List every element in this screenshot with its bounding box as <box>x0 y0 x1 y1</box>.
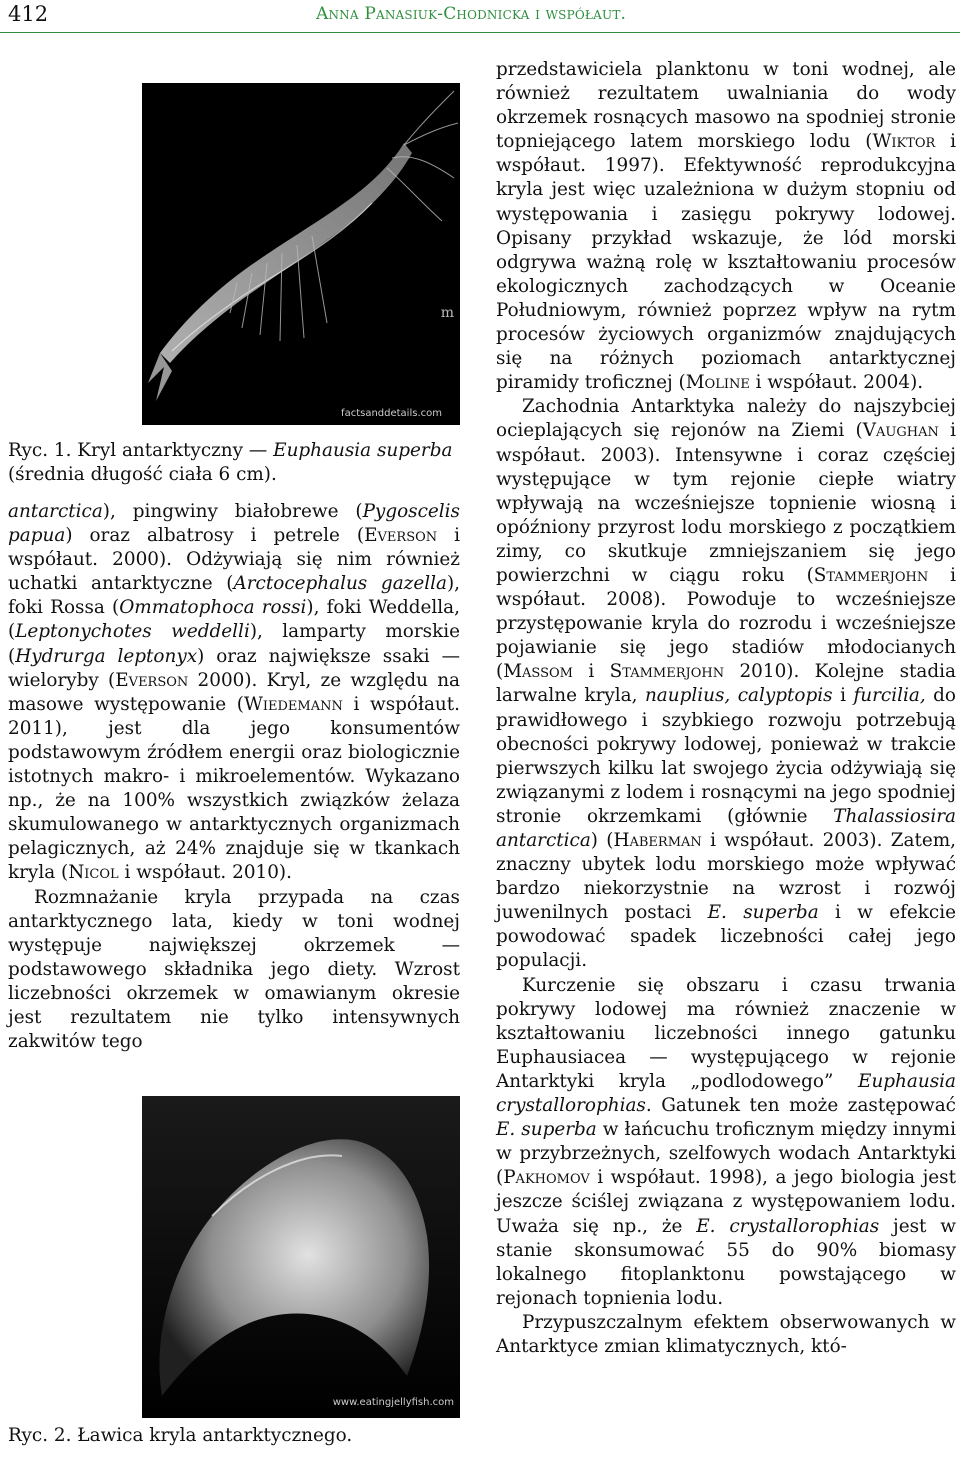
left-paragraph-2: Rozmnażanie kryla przypada na czas antarktycznego lata, kiedy w toni wodnej występuje największej okrzemek — podstawowego składnika jego diety. Wzrost liczebności okrzemek w omawianym okresie jest rezultatem nie tylko intensywnych zakwitów tego <box>8 886 460 1053</box>
text-run: . Gatunek ten może zastępować <box>645 1095 956 1117</box>
header-rule <box>0 32 960 33</box>
text-run: ), pingwiny białobrewe ( <box>102 501 363 522</box>
text-run: i współaut. 1998), a jego biologia jest jeszcze ściślej związana z występowaniem lodu. Uważa się np., że <box>496 1167 956 1237</box>
text-run: jest w stanie skonsumować 55 do 90% biomasy lokalnego fitoplanktonu powstającego w rejonach topnienia lodu. <box>496 1215 956 1309</box>
species-name: antarctica <box>8 501 103 522</box>
page-number: 412 <box>8 2 49 26</box>
species-name: Pygoscelis papua <box>8 501 460 547</box>
citation-author: Moline <box>685 372 750 394</box>
species-name: Euphausia crystallorophias <box>496 1070 956 1117</box>
stage-name: nauplius, calyptopis <box>644 685 833 707</box>
caption-1-prefix: Ryc. 1. Kryl antarktyczny — <box>8 440 274 461</box>
left-column <box>8 500 460 1054</box>
text-run: 2010). Kolejne stadia larwalne kryla, <box>496 661 956 707</box>
text-run: ), foki Rossa ( <box>8 573 460 619</box>
text-run: ) oraz albatrosy i petrele ( <box>65 525 365 547</box>
text-run: ), lamparty morskie ( <box>8 621 460 667</box>
text-run: do prawidłowego i szybkiego rozwoju potrzebują obecności pokrywy lodowej, ponieważ w trakcie pierwszych kilku lat swojego życia odżywiają się związanymi z lodem i rosnącymi na jego spodniej stronie okrzemkami (głównie <box>496 685 956 827</box>
caption-1-species: Euphausia superba <box>273 440 453 461</box>
text-run: i współaut. 2010). <box>118 862 292 884</box>
left-paragraph-1 <box>8 500 460 886</box>
figure-1-caption <box>8 439 460 487</box>
text-run: i w efekcie powodować spadek liczebności całej jego populacji. <box>496 902 956 972</box>
text-run: w łańcuchu troficznym między innymi w przybrzeżnych, szelfowych wodach Antarktyki ( <box>496 1119 956 1189</box>
species-name: Ommatophoca rossi <box>119 597 307 619</box>
citation-author: Haberman <box>613 830 702 851</box>
text-run: i współaut. 1997). Efektywność reprodukcyjna kryla jest więc uzależniona w dużym stopniu od występowania i zasięgu pokrywy lodowej. Opisany przykład wskazuje, że lód morski odgrywa ważną rolę w kształtowaniu procesów ekologicznych zachodzących w Oceanie Południowym, również poprzez wpływ na rytm procesów życiowych organizmów znajdujących się na różnych poziomach antarktycznej piramidy troficznej ( <box>496 131 956 394</box>
species-name: Arctocephalus gazella <box>233 573 447 595</box>
right-paragraph-1 <box>496 58 956 395</box>
citation-author: Wiktor <box>872 131 936 153</box>
species-name: Hydrurga leptonyx <box>15 645 198 667</box>
citation-author: Everson <box>115 669 189 691</box>
right-paragraph-4: Przypuszczalnym efektem obserwowanych w Antarktyce zmian klimatycznych, któ- <box>496 1311 956 1357</box>
right-paragraph-2 <box>496 395 956 973</box>
citation-author: Wiedemann <box>243 693 343 715</box>
citation-author: Nicol <box>68 862 119 884</box>
citation-author: Stammerjohn <box>813 564 929 586</box>
figure-2-caption: Ryc. 2. Ławica kryla antarktycznego. <box>8 1425 353 1446</box>
figure-krill-photo <box>142 83 460 425</box>
text-run: i współaut. 2008). Powoduje to wcześniejsze przystępowanie kryla do rozrodu i wcześniejsze pojawianie się jego stadiów młodocianych ( <box>496 564 956 683</box>
text-run: i <box>832 685 854 707</box>
citation-author: Stammerjohn <box>609 661 725 683</box>
text-run: i <box>572 661 610 683</box>
krill-illustration <box>142 83 460 425</box>
page-header <box>0 0 960 40</box>
species-name: Thalassiosira antarctica <box>496 805 956 851</box>
stage-name: furcilia, <box>853 685 926 707</box>
running-title: Anna Panasiuk-Chodnicka i współaut. <box>316 4 627 24</box>
text-run: i współaut. 2000). Odżywiają się nim również uchatki antarktyczne ( <box>8 525 460 595</box>
text-run: przedstawiciela planktonu w toni wodnej, ale również rezultatem uwalniania do wody okrzemek rosnących masowo na spodniej stronie topniejącego latem morskiego lodu ( <box>496 59 956 153</box>
text-run: Kurczenie się obszaru i czasu trwania pokrywy lodowej ma również znaczenie w kształtowaniu liczebności innego gatunku Euphausiacea — występującego w rejonie Antarktyki kryla „podlodowego” <box>496 974 956 1092</box>
citation-author: Pakhomov <box>503 1167 590 1189</box>
figure-1-credit: factsanddetails.com <box>341 408 442 419</box>
species-name: E. crystallorophias <box>696 1215 880 1237</box>
text-run: ), foki Weddella, ( <box>8 597 460 643</box>
species-name: E. superba <box>496 1119 597 1141</box>
text-run: Zachodnia Antarktyka należy do najszybciej ocieplających się rejonów na Ziemi ( <box>496 396 956 442</box>
citation-author: Everson <box>364 525 438 547</box>
citation-author: Vaughan <box>862 420 939 442</box>
text-run: i współaut. 2003). Zatem, znaczny ubytek lodu morskiego może wpływać bardzo niekorzystnie na wzrost i rozwój juwenilnych postaci <box>496 830 957 924</box>
text-run: ) ( <box>590 830 614 851</box>
text-run: 2000). Kryl, ze względu na masowe występowanie ( <box>8 669 461 715</box>
figure-2-credit: www.eatingjellyfish.com <box>332 1397 454 1408</box>
caption-1-suffix: (średnia długość ciała 6 cm). <box>8 464 277 485</box>
text-run: i współaut. 2011), jest dla jego konsumentów podstawowym źródłem energii oraz biologicznie istotnych makro- i mikroelementów. Wykazano np., że na 100% wszystkich związków żelaza skumulowanego w antarktycznych organizmach pelagicznych, aż 24% znajduje się w tkankach kryla ( <box>8 693 460 884</box>
swarm-illustration <box>142 1096 460 1418</box>
right-column <box>496 58 956 1359</box>
species-name: Leptonychotes weddelli <box>15 621 250 643</box>
figure-krill-swarm-photo <box>142 1096 460 1418</box>
text-run: i współaut. 2004). <box>749 372 924 394</box>
right-paragraph-3 <box>496 974 956 1311</box>
figure-1-mark: m <box>440 305 454 321</box>
citation-author: Massom <box>503 661 573 683</box>
text-run: i współaut. 2003). Intensywne i coraz częściej występujące w tym rejonie ciepłe wiatry wpływają na wcześniejsze topnienie wiosną i opóźniony przyrost lodu morskiego z początkiem zimy, co skutkuje zmniejszaniem się jego powierzchni w ciągu roku ( <box>496 420 956 586</box>
species-name: E. superba <box>707 902 819 924</box>
text-run: ) oraz największe ssaki — wieloryby ( <box>8 645 460 691</box>
